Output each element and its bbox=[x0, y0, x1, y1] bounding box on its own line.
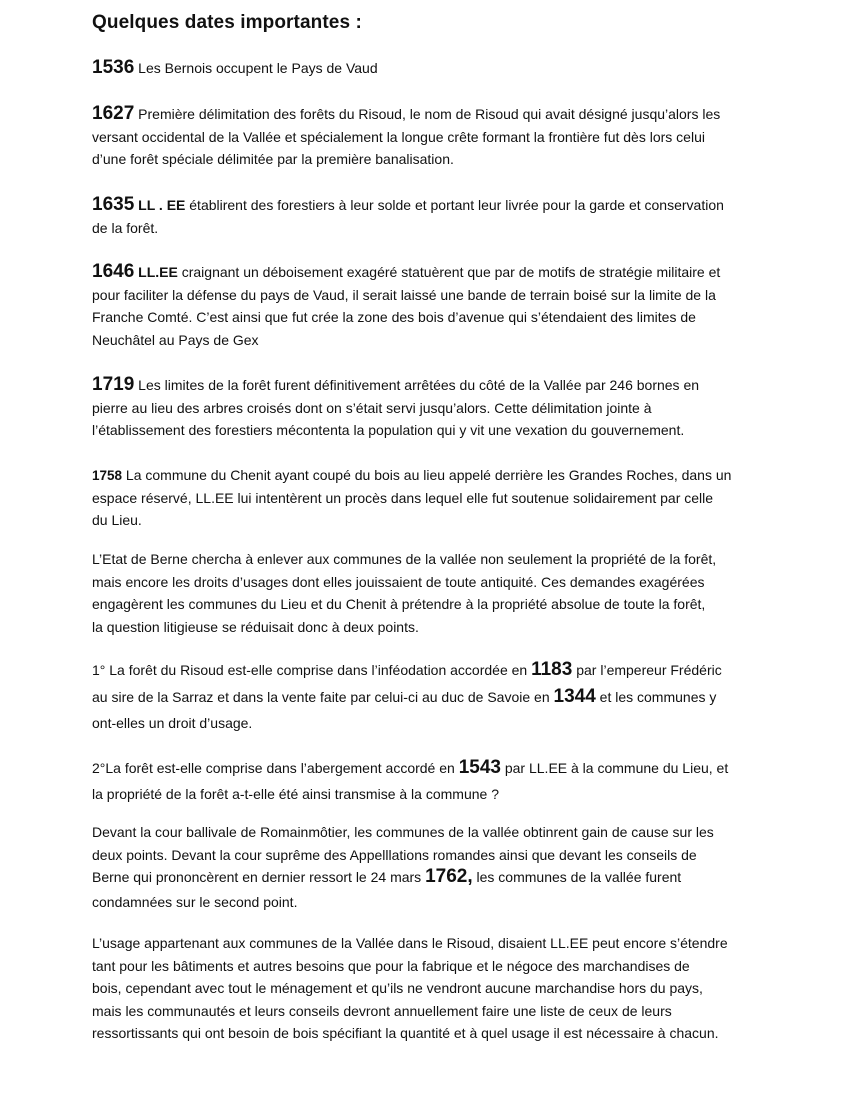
paragraph-1646 bbox=[92, 261, 782, 351]
paragraph-text: Première délimitation des forêts du Risoud, le nom de Risoud qui avait désigné jusqu’alors les bbox=[134, 106, 721, 122]
paragraph-line: ont-elles un droit d’usage. bbox=[92, 715, 253, 732]
paragraph-cour bbox=[92, 821, 782, 913]
paragraph-line: mais les communautés et leurs conseils devront annuellement faire une liste de ceux de leurs bbox=[92, 1002, 672, 1019]
paragraph-line: Franche Comté. C’est ainsi que fut crée la zone des bois d’avenue qui s’étendaient des limites de bbox=[92, 309, 696, 326]
year-1183: 1183 bbox=[531, 659, 573, 680]
paragraph-line: d’une forêt spéciale délimitée par la première banalisation. bbox=[92, 151, 454, 168]
paragraph-line: pierre au lieu des arbres croisés dont on s’était servi jusqu’alors. Cette délimitation jointe à bbox=[92, 399, 652, 416]
year-1646: 1646 bbox=[92, 261, 135, 282]
paragraph-line: tant pour les bâtiments et autres besoins que pour la fabrique et le négoce des marchandises de bbox=[92, 957, 690, 974]
paragraph-text: par LL.EE à la commune du Lieu, et bbox=[500, 760, 729, 776]
page-title: Quelques dates importantes : bbox=[92, 12, 362, 33]
paragraph-text: et les communes y bbox=[595, 688, 717, 705]
year-1762: 1762, bbox=[425, 866, 473, 888]
year-1627: 1627 bbox=[92, 103, 135, 124]
paragraph-line: l’établissement des forestiers mécontenta la population qui y vit une vexation du gouvernement. bbox=[92, 422, 685, 439]
paragraph-line: du Lieu. bbox=[92, 512, 142, 529]
ll-ee-abbrev: LL . EE bbox=[134, 197, 186, 213]
paragraph-line: bois, cependant avec tout le ménagement et qu’ils ne vendront aucune marchandise hors du pays, bbox=[92, 980, 703, 997]
paragraph-line: Devant la cour ballivale de Romainmôtier, les communes de la vallée obtinrent gain de cause sur les bbox=[92, 824, 714, 840]
paragraph-text: craignant un déboisement exagéré statuèrent que par de motifs de stratégie militaire et bbox=[177, 264, 721, 280]
paragraph-line: ressortissants qui ont besoin de bois spécifiant la quantité et à quel usage il est nécessaire à chacun. bbox=[92, 1025, 719, 1042]
paragraph-line: de la forêt. bbox=[92, 219, 159, 236]
year-1635: 1635 bbox=[92, 194, 135, 215]
paragraph-question-1 bbox=[92, 659, 782, 735]
paragraph-line: la propriété de la forêt a-t-elle été ainsi transmise à la commune ? bbox=[92, 785, 499, 802]
paragraph-line: condamnées sur le second point. bbox=[92, 893, 298, 910]
paragraph-text: au sire de la Sarraz et dans la vente faite par celui-ci au duc de Savoie en bbox=[92, 688, 554, 705]
paragraph-line: pour faciliter la défense du pays de Vaud, il serait laissé une bande de terrain boisé sur la limite de la bbox=[92, 286, 716, 303]
paragraph-text: La commune du Chenit ayant coupé du bois au lieu appelé derrière les Grandes Roches, dans un bbox=[122, 467, 732, 483]
paragraph-usage bbox=[92, 932, 782, 1045]
paragraph-line: la question litigieuse se réduisait donc à deux points. bbox=[92, 618, 419, 635]
paragraph-text: Berne qui prononcèrent en dernier ressort le 24 mars bbox=[92, 869, 426, 886]
paragraph-line: Neuchâtel au Pays de Gex bbox=[92, 331, 259, 348]
paragraph-1536 bbox=[92, 57, 782, 80]
paragraph-text: 2°La forêt est-elle comprise dans l’abergement accordé en bbox=[92, 760, 459, 776]
paragraph-line: versant occidental de la Vallée et spécialement la longue crête formant la frontière fut dès lors celui bbox=[92, 128, 705, 145]
paragraph-line: L’Etat de Berne chercha à enlever aux communes de la vallée non seulement la propriété de la forêt, bbox=[92, 551, 717, 567]
paragraph-line: espace réservé, LL.EE lui intentèrent un procès dans lequel elle fut soutenue solidairement par celle bbox=[92, 489, 714, 506]
paragraph-1719 bbox=[92, 374, 782, 442]
year-1758: 1758 bbox=[92, 468, 123, 483]
year-1536: 1536 bbox=[92, 57, 135, 78]
paragraph-1627 bbox=[92, 103, 782, 171]
paragraph-text: les communes de la vallée furent bbox=[472, 869, 682, 886]
paragraph-line: engagèrent les communes du Lieu et du Chenit à prétendre à la propriété absolue de toute la forêt, bbox=[92, 596, 706, 613]
paragraph-question-2 bbox=[92, 757, 782, 805]
paragraph-text: Les Bernois occupent le Pays de Vaud bbox=[134, 60, 378, 76]
year-1344: 1344 bbox=[553, 685, 596, 707]
paragraph-text: par l’empereur Frédéric bbox=[572, 662, 722, 678]
year-1719: 1719 bbox=[92, 374, 135, 395]
paragraph-line: mais encore les droits d’usages dont elles jouissaient de toute antiquité. Ces demandes exagérées bbox=[92, 573, 705, 590]
paragraph-text: Les limites de la forêt furent définitivement arrêtées du côté de la Vallée par 246 bornes en bbox=[134, 377, 700, 393]
paragraph-etat-de-berne bbox=[92, 548, 782, 638]
paragraph-1758 bbox=[92, 464, 782, 532]
ll-ee-abbrev: LL.EE bbox=[134, 264, 178, 280]
paragraph-text: 1° La forêt du Risoud est-elle comprise dans l’inféodation accordée en bbox=[92, 662, 532, 678]
year-1543: 1543 bbox=[458, 757, 501, 778]
paragraph-text: établirent des forestiers à leur solde et portant leur livrée pour la garde et conservation bbox=[185, 197, 724, 213]
paragraph-1635 bbox=[92, 194, 782, 239]
paragraph-line: L’usage appartenant aux communes de la Vallée dans le Risoud, disaient LL.EE peut encore s’étendre bbox=[92, 935, 728, 951]
paragraph-line: deux points. Devant la cour suprême des Appelllations romandes ainsi que devant les conseils de bbox=[92, 846, 697, 863]
